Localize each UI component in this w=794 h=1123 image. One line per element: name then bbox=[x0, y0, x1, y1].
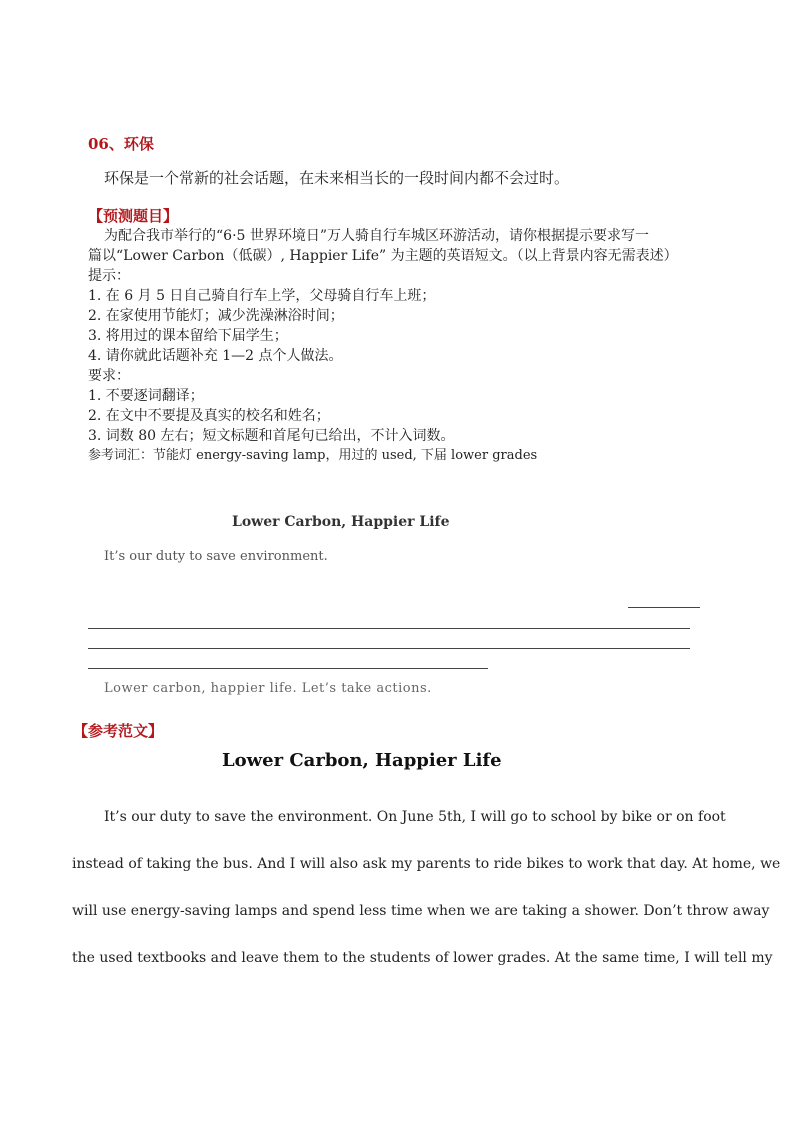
requirement-item: 2. 在文中不要提及真实的校名和姓名； bbox=[88, 408, 330, 424]
composition-start-sentence: It’s our duty to save environment. bbox=[104, 549, 328, 564]
hint-item: 3. 将用过的课本留给下届学生； bbox=[88, 328, 288, 344]
hints-label: 提示： bbox=[88, 268, 130, 284]
task-heading: 【预测题目】 bbox=[88, 207, 179, 225]
essay-line: will use energy-saving lamps and spend less time when we are taking a shower. Don’t throw away bbox=[72, 903, 770, 919]
task-prompt-line: 为配合我市举行的“6·5 世界环境日”万人骑自行车城区环游活动，请你根据提示要求写一 bbox=[104, 228, 650, 244]
essay-line: the used textbooks and leave them to the students of lower grades. At the same time, I will tell my bbox=[72, 950, 773, 966]
hint-item: 1. 在 6 月 5 日自己骑自行车上学，父母骑自行车上班； bbox=[88, 288, 436, 304]
requirement-item: 1. 不要逐词翻译； bbox=[88, 388, 204, 404]
reference-essay-title: Lower Carbon, Happier Life bbox=[222, 750, 502, 771]
essay-line: It’s our duty to save the environment. On June 5th, I will go to school by bike or on foot bbox=[104, 809, 726, 825]
task-block bbox=[88, 206, 678, 466]
writing-line bbox=[88, 648, 690, 649]
intro-text: 环保是一个常新的社会话题，在未来相当长的一段时间内都不会过时。 bbox=[104, 169, 570, 187]
reference-essay-body bbox=[72, 800, 781, 988]
vocabulary-hint: 参考词汇：节能灯 energy-saving lamp，用过的 used, 下届 lower grades bbox=[88, 448, 538, 463]
composition-end-sentence: Lower carbon, happier life. Let’s take actions. bbox=[104, 681, 432, 696]
composition-title: Lower Carbon, Happier Life bbox=[232, 514, 450, 530]
writing-line bbox=[88, 668, 488, 669]
writing-line bbox=[88, 628, 690, 629]
requirements-label: 要求： bbox=[88, 368, 130, 384]
hint-item: 4. 请你就此话题补充 1—2 点个人做法。 bbox=[88, 348, 343, 364]
section-title: 06、环保 bbox=[88, 135, 154, 153]
hint-item: 2. 在家使用节能灯；减少洗澡淋浴时间； bbox=[88, 308, 344, 324]
reference-heading: 【参考范文】 bbox=[73, 722, 164, 740]
task-prompt-line: 篇以“Lower Carbon（低碳）, Happier Life” 为主题的英语短文。（以上背景内容无需表述） bbox=[88, 248, 678, 264]
writing-line bbox=[628, 607, 700, 608]
requirement-item: 3. 词数 80 左右；短文标题和首尾句已给出，不计入词数。 bbox=[88, 428, 455, 444]
essay-line: instead of taking the bus. And I will also ask my parents to ride bikes to work that day. At home, we bbox=[72, 856, 781, 872]
